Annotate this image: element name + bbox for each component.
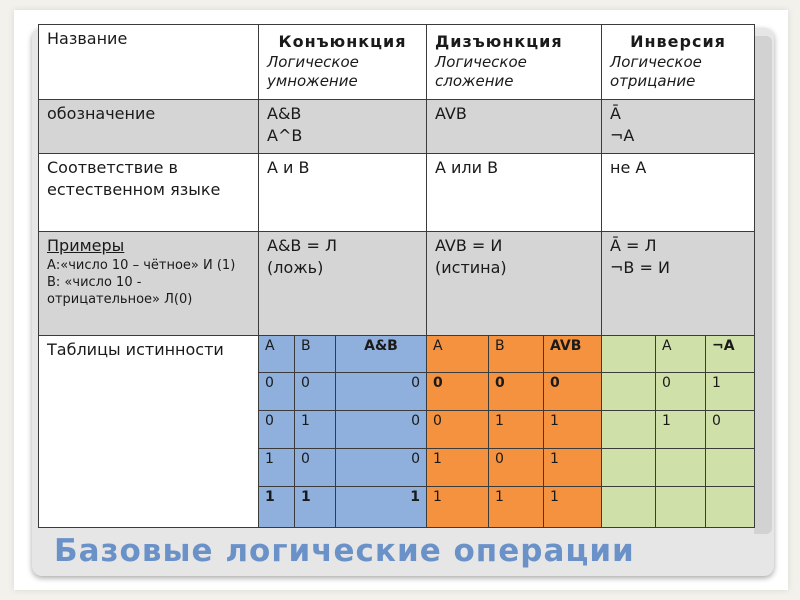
natural-language-label-cell: [39, 154, 259, 232]
natural-disjunction: А или В: [427, 154, 602, 232]
header-disjunction-cell: [427, 25, 602, 100]
disjunction-subtitle: Логическое сложение: [435, 53, 527, 90]
inversion-truth-header-cell: [602, 336, 656, 373]
disjunction-truth-cell: 1: [427, 449, 489, 487]
inversion-truth-cell: [706, 487, 755, 528]
disjunction-truth-header-cell: AVB: [544, 336, 602, 373]
conjunction-truth-cell: 0: [336, 373, 427, 411]
frame-side-strip: [754, 36, 772, 534]
inversion-truth-cell: [602, 449, 656, 487]
notation-conjunction: A&B A^B: [259, 100, 427, 154]
inversion-truth-cell: [656, 487, 706, 528]
conjunction-subtitle: Логическое умножение: [267, 53, 359, 90]
inversion-truth-cell: 1: [706, 373, 755, 411]
disjunction-truth-cell: 0: [427, 411, 489, 449]
header-name-label: Название: [47, 29, 128, 48]
disjunction-truth-cell: 0: [427, 373, 489, 411]
inversion-title: Инверсия: [630, 32, 726, 51]
notation-label-cell: [39, 100, 259, 154]
conjunction-truth-cell: 0: [336, 411, 427, 449]
disjunction-truth-header-cell: A: [427, 336, 489, 373]
inversion-truth-cell: [602, 487, 656, 528]
inversion-subtitle: Логическое отрицание: [610, 53, 702, 90]
conjunction-truth-cell: 0: [295, 449, 336, 487]
conjunction-truth-header-cell: A: [259, 336, 295, 373]
examples-title: Примеры: [47, 236, 125, 255]
disjunction-truth-cell: 1: [544, 449, 602, 487]
conjunction-truth-cell: 1: [259, 449, 295, 487]
inversion-truth-cell: [656, 449, 706, 487]
inversion-truth-cell: [602, 373, 656, 411]
inversion-truth-header-cell: ¬A: [706, 336, 755, 373]
inversion-truth-cell: [706, 449, 755, 487]
header-conjunction-cell: [259, 25, 427, 100]
disjunction-truth-cell: 0: [489, 449, 544, 487]
notation-inversion: Ā ¬A: [602, 100, 755, 154]
inversion-truth-header-cell: A: [656, 336, 706, 373]
conjunction-truth-cell: 0: [259, 411, 295, 449]
header-inversion-cell: [602, 25, 755, 100]
disjunction-truth-cell: 1: [544, 411, 602, 449]
disjunction-truth-cell: 1: [489, 411, 544, 449]
conjunction-truth-cell: 1: [295, 487, 336, 528]
disjunction-truth-cell: 1: [544, 487, 602, 528]
truth-tables-label: Таблицы истинности: [47, 340, 224, 359]
conjunction-truth-cell: 1: [336, 487, 427, 528]
example-disjunction: AVB = И (истина): [427, 232, 602, 336]
natural-conjunction: А и В: [259, 154, 427, 232]
inversion-truth-cell: [602, 411, 656, 449]
example-conjunction: A&B = Л (ложь): [259, 232, 427, 336]
inversion-truth-cell: 0: [656, 373, 706, 411]
conjunction-truth-cell: 0: [295, 373, 336, 411]
inversion-truth-cell: 0: [706, 411, 755, 449]
logic-operations-table: [38, 24, 755, 528]
natural-inversion: не А: [602, 154, 755, 232]
example-b-text: В: «число 10 - отрицательное» Л(0): [47, 275, 193, 307]
truth-tables-label-cell: [39, 336, 259, 528]
conjunction-truth-header-cell: A&B: [336, 336, 427, 373]
example-inversion: Ā = Л ¬B = И: [602, 232, 755, 336]
header-name-cell: [39, 25, 259, 100]
conjunction-truth-cell: 0: [259, 373, 295, 411]
conjunction-title: Конъюнкция: [278, 32, 407, 51]
disjunction-truth-header-cell: B: [489, 336, 544, 373]
conjunction-truth-cell: 1: [295, 411, 336, 449]
conjunction-truth-cell: 1: [259, 487, 295, 528]
disjunction-title: Дизъюнкция: [435, 32, 563, 51]
notation-disjunction: AVB: [427, 100, 602, 154]
disjunction-truth-cell: 0: [544, 373, 602, 411]
examples-label-cell: [39, 232, 259, 336]
notation-label: обозначение: [47, 104, 156, 123]
natural-language-label: Соответствие в естественном языке: [47, 158, 221, 199]
slide-title: Базовые логические операции: [54, 533, 635, 569]
conjunction-truth-cell: 0: [336, 449, 427, 487]
disjunction-truth-cell: 1: [489, 487, 544, 528]
inversion-truth-cell: 1: [656, 411, 706, 449]
disjunction-truth-cell: 1: [427, 487, 489, 528]
conjunction-truth-header-cell: B: [295, 336, 336, 373]
disjunction-truth-cell: 0: [489, 373, 544, 411]
example-a-text: А:«число 10 – чётное» И (1): [47, 258, 236, 273]
